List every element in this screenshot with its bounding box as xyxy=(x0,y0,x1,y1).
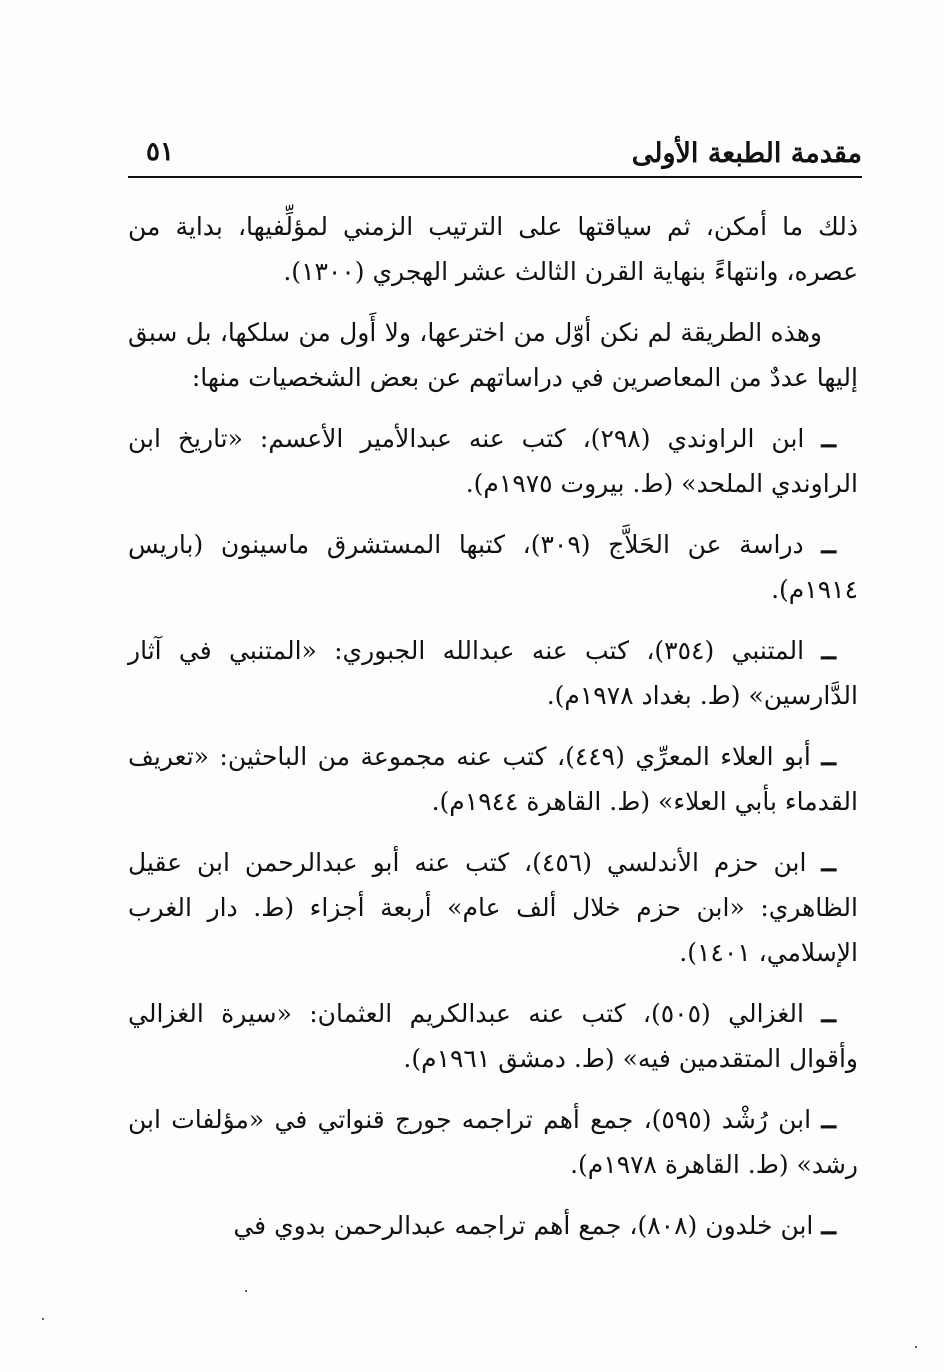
list-item xyxy=(128,628,858,718)
list-item-text: ابن حزم الأندلسي (٤٥٦)، كتب عنه أبو عبدالرحمن ابن عقيل الظاهري: «ابن حزم خلال ألف عام» أربعة أجزاء (ط. دار الغرب الإسلامي، ١٤٠١). xyxy=(128,848,858,967)
list-item-text: ابن رُشْد (٥٩٥)، جمع أهم تراجمه جورج قنواتي في «مؤلفات ابن رشد» (ط. القاهرة ١٩٧٨م). xyxy=(128,1105,858,1179)
list-item-text: أبو العلاء المعرِّي (٤٤٩)، كتب عنه مجموعة من الباحثين: «تعريف القدماء بأبي العلاء» (ط. القاهرة ١٩٤٤م). xyxy=(128,742,858,816)
entry-dash: ــ xyxy=(821,742,836,771)
list-item xyxy=(128,416,858,506)
entry-dash: ــ xyxy=(821,848,836,877)
paragraph-continuation xyxy=(128,204,858,294)
scan-speck xyxy=(42,1318,44,1320)
scan-speck xyxy=(245,1290,247,1292)
entry-dash: ــ xyxy=(821,530,836,559)
list-item xyxy=(128,991,858,1081)
entry-dash: ــ xyxy=(821,999,836,1028)
entry-dash: ــ xyxy=(821,1211,836,1240)
paragraph-text: وهذه الطريقة لم نكن أوّل من اخترعها، ولا أَول من سلكها، بل سبق إليها عددٌ من المعاصرين في دراساتهم عن بعض الشخصيات منها: xyxy=(128,318,858,392)
entry-dash: ــ xyxy=(821,1105,836,1134)
page-number: ٥١ xyxy=(146,137,174,167)
entry-dash: ــ xyxy=(821,636,836,665)
entry-dash: ــ xyxy=(821,424,836,453)
list-item-text: المتنبي (٣٥٤)، كتب عنه عبدالله الجبوري: «المتنبي في آثار الدَّارسين» (ط. بغداد ١٩٧٨م). xyxy=(128,636,858,710)
list-item-text: الغزالي (٥٠٥)، كتب عنه عبدالكريم العثمان: «سيرة الغزالي وأقوال المتقدمين فيه» (ط. دمشق ١٩٦١م). xyxy=(128,999,858,1073)
list-item xyxy=(128,840,858,975)
page-body xyxy=(128,204,858,1264)
scan-speck xyxy=(915,1346,917,1348)
paragraph-intro xyxy=(128,310,858,400)
chapter-title: مقدمة الطبعة الأولى xyxy=(631,138,862,169)
paragraph-text: ذلك ما أمكن، ثم سياقتها على الترتيب الزمني لمؤلِّفيها، بداية من عصره، وانتهاءً بنهاية القرن الثالث عشر الهجري (١٣٠٠). xyxy=(128,212,858,286)
list-item xyxy=(128,522,858,612)
list-item xyxy=(128,734,858,824)
list-item-text: ابن خلدون (٨٠٨)، جمع أهم تراجمه عبدالرحمن بدوي في xyxy=(233,1211,814,1240)
list-item xyxy=(128,1097,858,1187)
list-item-text: ابن الراوندي (٢٩٨)، كتب عنه عبدالأمير الأعسم: «تاريخ ابن الراوندي الملحد» (ط. بيروت ١٩٧٥م). xyxy=(128,424,858,498)
running-head xyxy=(128,128,862,178)
list-item-text: دراسة عن الحَلاَّج (٣٠٩)، كتبها المستشرق ماسينون (باريس ١٩١٤م). xyxy=(128,530,858,604)
list-item xyxy=(128,1203,858,1248)
